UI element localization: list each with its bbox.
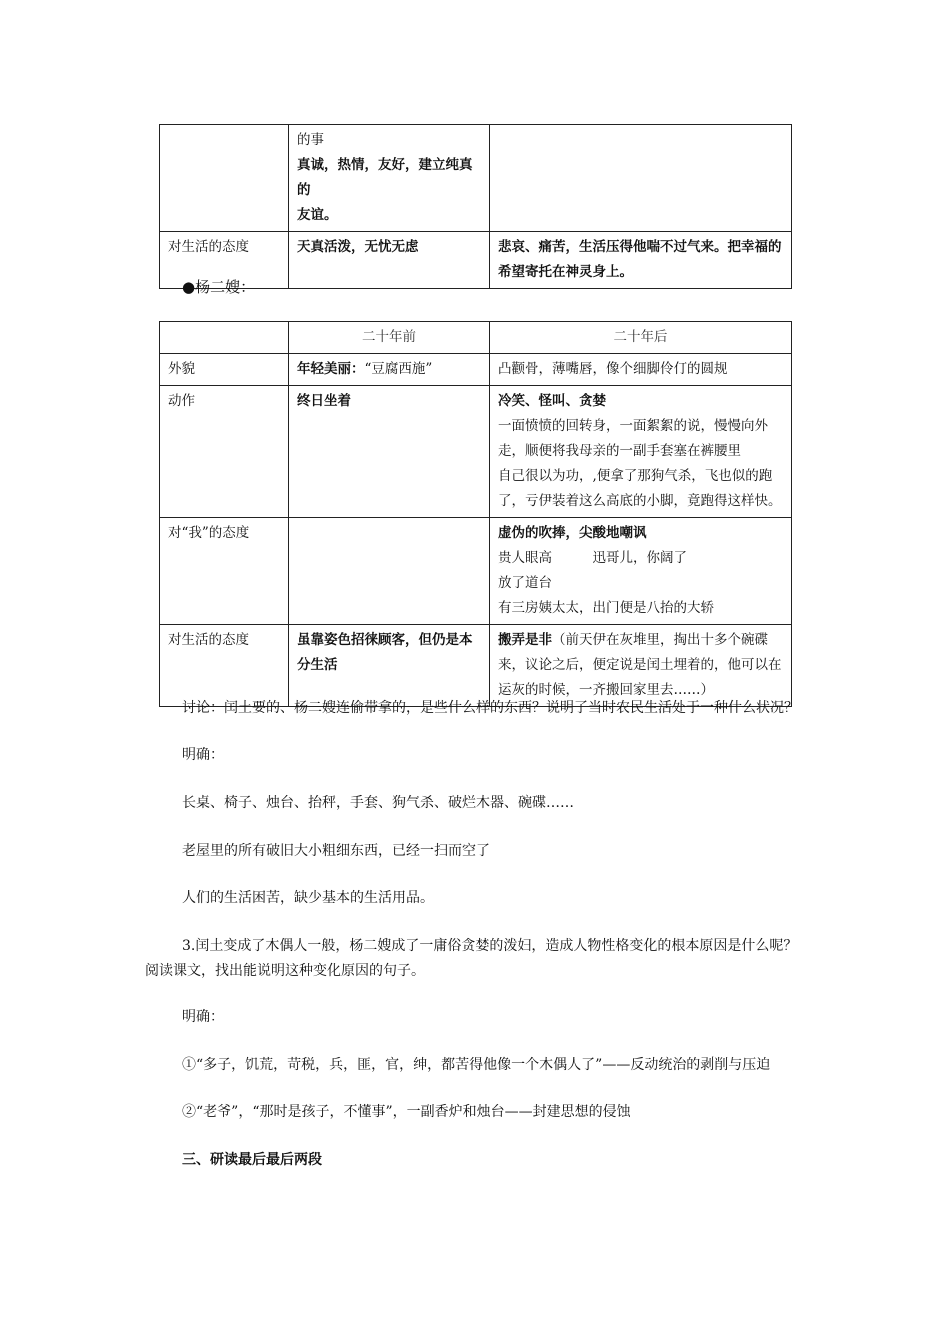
section-3-heading: 三、研读最后最后两段 (182, 1152, 322, 1168)
table-cell (289, 354, 490, 386)
cell-text: 有三房姨太太，出门便是八抬的大轿 (498, 600, 714, 616)
cell-text-bold: 年轻美丽： (297, 361, 365, 377)
header-cell: 二十年后 (490, 322, 792, 354)
table-cell (490, 386, 792, 518)
yang-comparison-table (159, 321, 792, 707)
cell-text: 放了道台 (498, 575, 552, 591)
clarify-label: 明确： (182, 1009, 224, 1025)
cell-text: 一面愤愤的回转身，一面絮絮的说，慢慢向外 (498, 418, 768, 434)
cell-text-bold: 悲哀、痛苦，生活压得他喘不过气来。把幸福的 (498, 239, 782, 255)
row-label: 动作 (160, 386, 289, 518)
table-cell (160, 125, 289, 232)
items-list-line: 长桌、椅子、烛台、抬秤，手套、狗气杀、破烂木器、碗碟…… (182, 795, 574, 811)
cell-text-bold: 友谊。 (297, 207, 338, 223)
row-label: 对生活的态度 (160, 625, 289, 707)
table-cell (490, 232, 792, 289)
table-cell: 天真活泼，无忧无虑 (289, 232, 490, 289)
cell-text: 贵人眼高 迅哥儿，你阔了 (498, 550, 687, 566)
table-cell (289, 125, 490, 232)
hardship-line: 人们的生活困苦，缺少基本的生活用品。 (182, 890, 434, 906)
cell-text: 自己很以为功，,便拿了那狗气杀，飞也似的跑 (498, 468, 773, 484)
cell-text-bold: 希望寄托在神灵身上。 (498, 264, 633, 280)
cell-text: 的事 (297, 132, 324, 148)
cell-text-bold: 冷笑、怪叫、贪婪 (498, 393, 606, 409)
row-label: 对生活的态度 (160, 232, 289, 289)
cell-text: 运灰的时候，一齐搬回家里去……） (498, 682, 714, 698)
cell-text-bold: 虚伪的吹捧，尖酸地嘲讽 (498, 525, 647, 541)
table-row (160, 125, 792, 232)
cell-text-bold: 搬弄是非 (498, 632, 552, 648)
cell-text: 来，议论之后，便定说是闰土埋着的，他可以在 (498, 657, 782, 673)
section-heading-yang (182, 276, 255, 297)
table-cell (490, 518, 792, 625)
row-label: 外貌 (160, 354, 289, 386)
table-cell (490, 625, 792, 707)
cause-point-2: ②“老爷”，“那时是孩子，不懂事”，一副香炉和烛台——封建思想的侵蚀 (182, 1104, 631, 1120)
header-cell (160, 322, 289, 354)
table-cell (490, 125, 792, 232)
cell-text: “豆腐西施” (364, 361, 433, 377)
table-header-row (160, 322, 792, 354)
cell-text-bold: 真诚，热情，友好，建立纯真的 (297, 157, 473, 198)
cell-text-bold: 分生活 (297, 657, 338, 673)
cell-text: 走，顺便将我母亲的一副手套塞在裤腰里 (498, 443, 741, 459)
table-cell: 终日坐着 (289, 386, 490, 518)
table-row (160, 518, 792, 625)
house-line: 老屋里的所有破旧大小粗细东西，已经一扫而空了 (182, 843, 490, 859)
row-label: 对“我”的态度 (160, 518, 289, 625)
table-row (160, 354, 792, 386)
runtu-table-continued (159, 124, 792, 289)
table-row (160, 386, 792, 518)
section-title: 杨二嫂： (195, 278, 256, 296)
discussion-question: 讨论：闰土要的、杨二嫂连偷带拿的，是些什么样的东西？说明了当时农民生活处于一种什么状况？ (182, 700, 798, 716)
cell-text: 了，亏伊装着这么高底的小脚，竟跑得这样快。 (498, 493, 782, 509)
cell-text-bold: 虽靠姿色招徕顾客，但仍是本 (297, 632, 473, 648)
table-cell (289, 518, 490, 625)
header-cell: 二十年前 (289, 322, 490, 354)
question-3-line1: 3.闰土变成了木偶人一般，杨二嫂成了一庸俗贪婪的泼妇，造成人物性格变化的根本原因是什么呢？ (182, 938, 798, 954)
cause-point-1: ①“多子，饥荒，苛税，兵，匪，官，绅，都苦得他像一个木偶人了”——反动统治的剥削与压迫 (182, 1057, 771, 1073)
table-cell: 凸颧骨，薄嘴唇，像个细脚伶仃的圆规 (490, 354, 792, 386)
cell-text: （前天伊在灰堆里，掏出十多个碗碟 (552, 632, 768, 648)
clarify-label: 明确： (182, 747, 224, 763)
table-row (160, 625, 792, 707)
bullet-icon: ● (182, 278, 196, 296)
table-cell (289, 625, 490, 707)
question-3-line2: 阅读课文，找出能说明这种变化原因的句子。 (145, 963, 425, 979)
